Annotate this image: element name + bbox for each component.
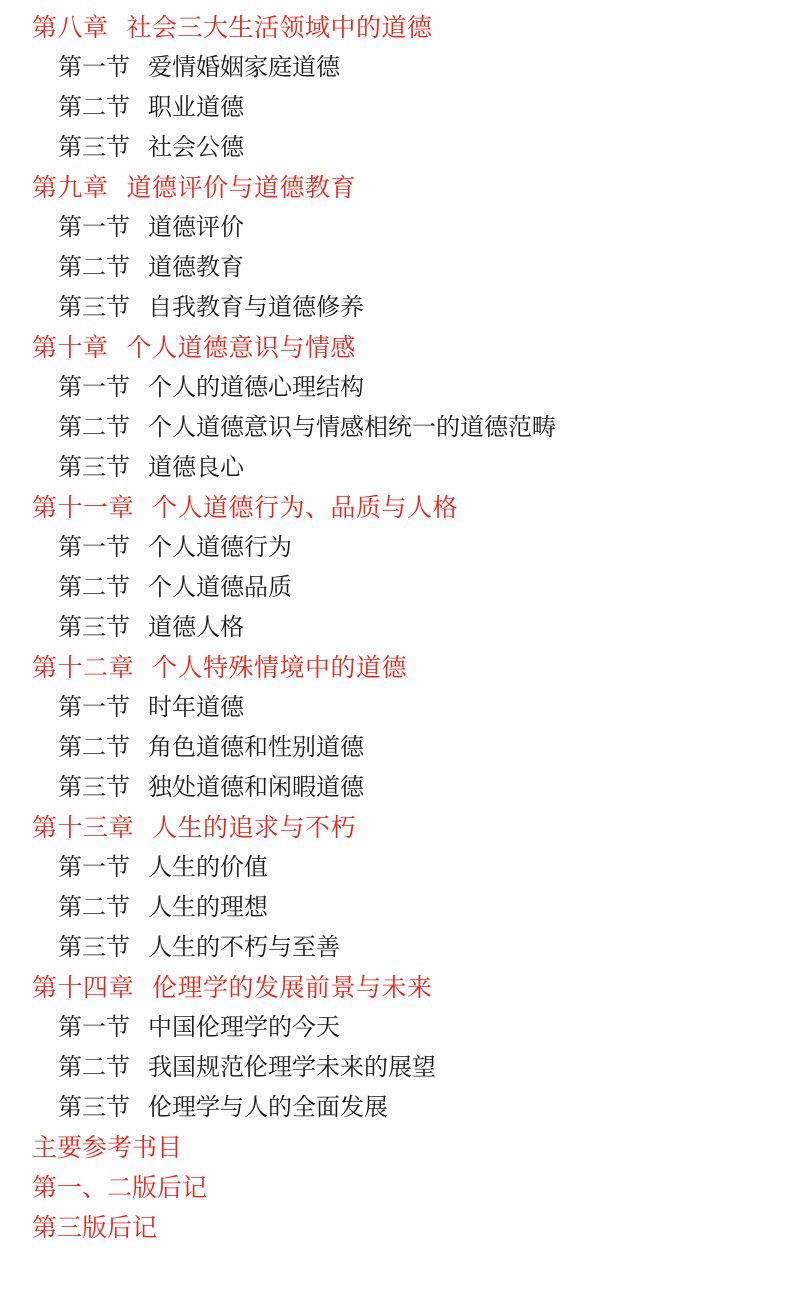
toc-entry-title: 道德评价 [148, 214, 244, 241]
toc-entry-label: 第二节 [58, 254, 130, 281]
toc-chapter-entry[interactable] [0, 648, 790, 688]
toc-section-entry[interactable] [0, 288, 790, 328]
toc-entry-title: 个人道德品质 [148, 574, 292, 601]
toc-section-entry[interactable] [0, 768, 790, 808]
toc-entry-label: 主要参考书目 [32, 1134, 183, 1162]
toc-entry-title: 个人特殊情境中的道德 [152, 654, 408, 682]
toc-entry-label: 第十一章 [32, 494, 135, 522]
toc-entry-label: 第三节 [58, 294, 130, 321]
toc-entry-label: 第八章 [32, 14, 109, 42]
toc-entry-title: 个人的道德心理结构 [148, 374, 364, 401]
toc-entry-label: 第十四章 [32, 974, 135, 1002]
toc-chapter-entry[interactable] [0, 808, 790, 848]
toc-chapter-entry[interactable] [0, 488, 790, 528]
toc-entry-label: 第二节 [58, 94, 130, 121]
toc-entry-label: 第二节 [58, 414, 130, 441]
toc-section-entry[interactable] [0, 208, 790, 248]
toc-entry-label: 第一、二版后记 [32, 1174, 208, 1202]
toc-section-entry[interactable] [0, 48, 790, 88]
toc-entry-title: 道德评价与道德教育 [126, 174, 357, 202]
toc-entry-title: 人生的追求与不朽 [152, 814, 357, 842]
toc-entry-title: 中国伦理学的今天 [148, 1014, 340, 1041]
toc-entry-label: 第三节 [58, 454, 130, 481]
toc-section-entry[interactable] [0, 1008, 790, 1048]
toc-entry-label: 第十章 [32, 334, 109, 362]
toc-entry-title: 自我教育与道德修养 [148, 294, 364, 321]
toc-entry-label: 第一节 [58, 374, 130, 401]
toc-entry-label: 第二节 [58, 1054, 130, 1081]
toc-entry-label: 第三节 [58, 934, 130, 961]
toc-backmatter-entry[interactable] [0, 1208, 790, 1248]
toc-section-entry[interactable] [0, 128, 790, 168]
toc-section-entry[interactable] [0, 408, 790, 448]
toc-entry-title: 我国规范伦理学未来的展望 [148, 1054, 436, 1081]
toc-entry-title: 个人道德意识与情感相统一的道德范畴 [148, 414, 556, 441]
toc-entry-label: 第一节 [58, 1014, 130, 1041]
toc-section-entry[interactable] [0, 608, 790, 648]
toc-entry-title: 个人道德行为 [148, 534, 292, 561]
toc-entry-title: 伦理学与人的全面发展 [148, 1094, 388, 1121]
toc-backmatter-entry[interactable] [0, 1128, 790, 1168]
toc-entry-label: 第十二章 [32, 654, 135, 682]
toc-chapter-entry[interactable] [0, 328, 790, 368]
toc-entry-label: 第一节 [58, 694, 130, 721]
toc-entry-label: 第三节 [58, 134, 130, 161]
toc-entry-label: 第九章 [32, 174, 109, 202]
toc-section-entry[interactable] [0, 1088, 790, 1128]
toc-entry-label: 第一节 [58, 854, 130, 881]
toc-section-entry[interactable] [0, 728, 790, 768]
toc-entry-label: 第三节 [58, 1094, 130, 1121]
toc-entry-label: 第一节 [58, 54, 130, 81]
toc-entry-title: 爱情婚姻家庭道德 [148, 54, 340, 81]
toc-entry-title: 独处道德和闲暇道德 [148, 774, 364, 801]
toc-entry-label: 第三节 [58, 614, 130, 641]
toc-entry-label: 第一节 [58, 534, 130, 561]
toc-section-entry[interactable] [0, 1048, 790, 1088]
toc-entry-title: 社会公德 [148, 134, 244, 161]
toc-section-entry[interactable] [0, 448, 790, 488]
toc-entry-title: 道德教育 [148, 254, 244, 281]
toc-entry-title: 人生的不朽与至善 [148, 934, 340, 961]
toc-section-entry[interactable] [0, 888, 790, 928]
toc-section-entry[interactable] [0, 568, 790, 608]
toc-entry-title: 道德良心 [148, 454, 244, 481]
toc-entry-label: 第二节 [58, 574, 130, 601]
toc-entry-title: 职业道德 [148, 94, 244, 121]
toc-entry-title: 人生的价值 [148, 854, 268, 881]
toc-backmatter-entry[interactable] [0, 1168, 790, 1208]
toc-section-entry[interactable] [0, 688, 790, 728]
toc-entry-label: 第一节 [58, 214, 130, 241]
toc-entry-title: 角色道德和性别道德 [148, 734, 364, 761]
toc-entry-title: 道德人格 [148, 614, 244, 641]
toc-entry-label: 第二节 [58, 734, 130, 761]
toc-entry-label: 第二节 [58, 894, 130, 921]
toc-section-entry[interactable] [0, 368, 790, 408]
toc-chapter-entry[interactable] [0, 968, 790, 1008]
toc-entry-title: 时年道德 [148, 694, 244, 721]
toc-entry-label: 第十三章 [32, 814, 135, 842]
toc-section-entry[interactable] [0, 528, 790, 568]
toc-entry-label: 第三版后记 [32, 1214, 158, 1242]
toc-section-entry[interactable] [0, 248, 790, 288]
toc-chapter-entry[interactable] [0, 168, 790, 208]
toc-entry-title: 个人道德行为、品质与人格 [152, 494, 459, 522]
toc-chapter-entry[interactable] [0, 8, 790, 48]
toc-entry-label: 第三节 [58, 774, 130, 801]
toc-entry-title: 伦理学的发展前景与未来 [152, 974, 433, 1002]
toc-section-entry[interactable] [0, 848, 790, 888]
toc-entry-title: 社会三大生活领域中的道德 [126, 14, 433, 42]
toc-entry-title: 人生的理想 [148, 894, 268, 921]
toc-entry-title: 个人道德意识与情感 [126, 334, 357, 362]
toc-section-entry[interactable] [0, 88, 790, 128]
toc-section-entry[interactable] [0, 928, 790, 968]
